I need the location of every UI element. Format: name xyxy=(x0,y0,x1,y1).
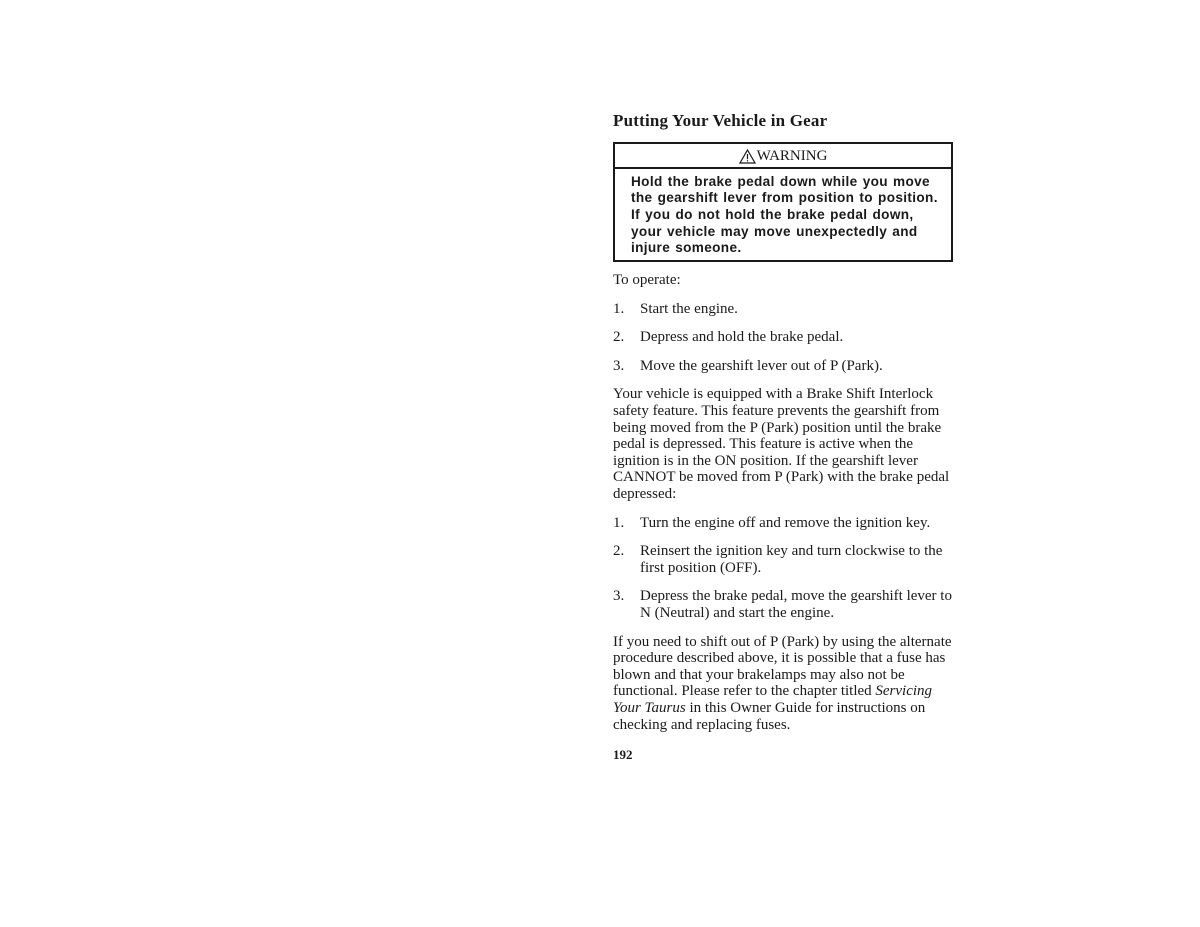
manual-page xyxy=(613,110,959,764)
step-number: 1. xyxy=(613,514,625,531)
warning-box xyxy=(613,142,953,262)
step-number: 2. xyxy=(613,543,625,560)
step-number: 2. xyxy=(613,329,625,346)
step-number: 3. xyxy=(613,357,625,374)
list-item xyxy=(613,329,959,346)
list-item xyxy=(613,358,959,375)
warning-label: WARNING xyxy=(756,148,828,164)
closing-paragraph xyxy=(613,634,959,734)
chapter-title-reference: Servicing Your Taurus xyxy=(613,683,933,716)
intro-text: To operate: xyxy=(613,272,681,289)
step-number: 3. xyxy=(613,588,625,605)
operate-steps xyxy=(613,301,959,375)
warning-header xyxy=(615,144,951,169)
step-text: Depress and hold the brake pedal. xyxy=(640,329,844,346)
section-heading: Putting Your Vehicle in Gear xyxy=(613,111,828,130)
interlock-paragraph: Your vehicle is equipped with a Brake Shift Interlock safety feature. This feature prevents the gearshift from being moved from the P (Park) position until the brake pedal is depressed. This feature is active when the ignition is in the ON position. If the gearshift lever CANNOT be moved from P (Park) with the brake pedal depressed: xyxy=(613,386,950,503)
list-item xyxy=(613,543,959,576)
warning-triangle-icon xyxy=(739,149,756,164)
closing-text-start: If you need to shift out of P (Park) by using the alternate procedure described above, it is possible that a fuse has blown and that your brakelamps may also not be functional. Please refer to the chapter titled xyxy=(613,633,952,700)
step-text: Start the engine. xyxy=(640,300,738,317)
interlock-steps xyxy=(613,515,959,622)
step-text: Depress the brake pedal, move the gearshift lever to N (Neutral) and start the engine. xyxy=(640,588,952,622)
step-text: Turn the engine off and remove the ignition key. xyxy=(640,514,931,531)
list-item xyxy=(613,301,959,318)
closing-text-end: in this Owner Guide for instructions on checking and replacing fuses. xyxy=(613,699,926,733)
step-number: 1. xyxy=(613,300,625,317)
list-item xyxy=(613,515,959,532)
list-item xyxy=(613,588,959,621)
page-number: 192 xyxy=(613,747,633,763)
warning-text: Hold the brake pedal down while you move the gearshift lever from position to position. If you do not hold the brake pedal down, your vehicle may move unexpectedly and injure someone. xyxy=(631,173,938,256)
step-text: Move the gearshift lever out of P (Park). xyxy=(640,357,883,374)
step-text: Reinsert the ignition key and turn clockwise to the first position (OFF). xyxy=(640,543,943,576)
